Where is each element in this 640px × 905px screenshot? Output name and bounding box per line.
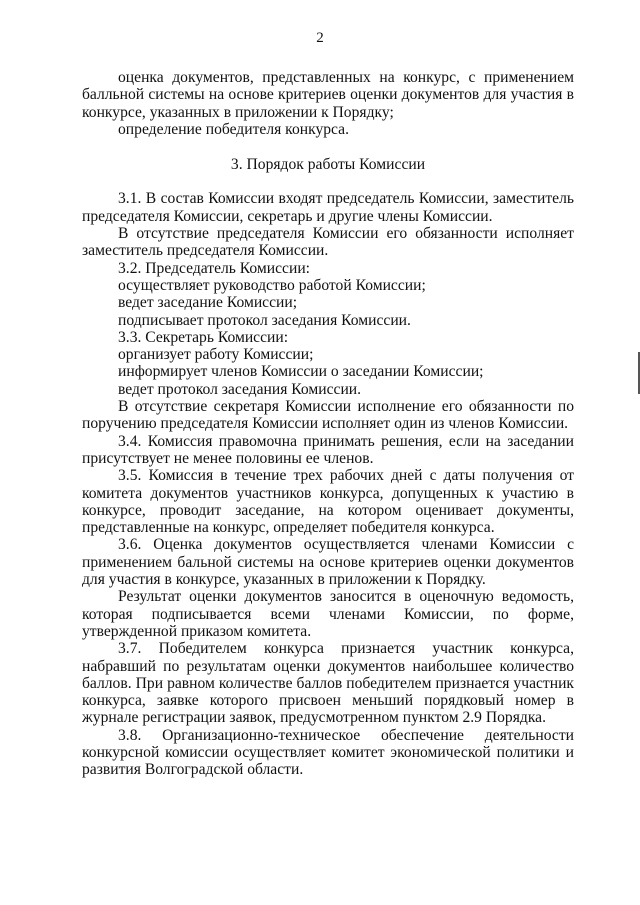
paragraph: Результат оценки документов заносится в оценочную ведомость, которая подписывается всеми членами Комиссии, по форме, утвержденной приказом комитета.: [82, 588, 574, 640]
section-title: 3. Порядок работы Комиссии: [230, 156, 426, 174]
paragraph: 3.8. Организационно-техническое обеспечение деятельности конкурсной комиссии осуществляет комитет экономической политики и развития Волгоградской области.: [82, 726, 574, 779]
paragraph: В отсутствие председателя Комиссии его обязанности исполняет заместитель председателя Комиссии.: [82, 225, 574, 260]
paragraph: подписывает протокол заседания Комиссии.: [118, 311, 411, 329]
paragraph: организует работу Комиссии;: [118, 346, 314, 364]
paragraph: 3.4. Комиссия правомочна принимать решения, если на заседании присутствует не менее половины ее членов.: [82, 432, 574, 467]
paragraph: В отсутствие секретаря Комиссии исполнение его обязанности по поручению председателя Комиссии исполняет один из членов Комиссии.: [82, 398, 574, 433]
paragraph: 3.7. Победителем конкурса признается участник конкурса, набравший по результатам оценки документов наибольшее количество баллов. При равном количестве баллов победителем признается участник конкурса, заявке которого присвоен меньший порядковый номер в журнале регистрации заявок, предусмотренном пунктом 2.9 Порядка.: [82, 640, 574, 727]
paragraph: определение победителя конкурса.: [118, 120, 349, 138]
paragraph: 3.3. Секретарь Комиссии:: [118, 328, 289, 346]
paragraph: 3.6. Оценка документов осуществляется членами Комиссии с применением бальной системы на основе критериев оценки документов для участия в конкурсе, указанных в приложении к Порядку.: [82, 536, 574, 589]
paragraph: ведет протокол заседания Комиссии.: [118, 380, 362, 398]
page-number: 2: [316, 30, 324, 46]
paragraph: 3.5. Комиссия в течение трех рабочих дней с даты получения от комитета документов участников конкурса, допущенных к участию в конкурсе, проводит заседание, на котором оценивает документы, представленные на конкурс, определяет победителя конкурса.: [82, 467, 574, 537]
paragraph: информирует членов Комиссии о заседании Комиссии;: [118, 363, 484, 381]
document-body: [82, 69, 574, 779]
paragraph: оценка документов, представленных на конкурс, с применением балльной системы на основе критериев оценки документов для участия в конкурсе, указанных в приложении к Порядку;: [82, 69, 574, 121]
paragraph: ведет заседание Комиссии;: [118, 294, 298, 312]
paragraph: осуществляет руководство работой Комиссии;: [118, 276, 426, 294]
paragraph: 3.1. В состав Комиссии входят председатель Комиссии, заместитель председателя Комиссии, секретарь и другие члены Комиссии.: [82, 190, 574, 225]
paragraph: 3.2. Председатель Комиссии:: [118, 259, 311, 277]
